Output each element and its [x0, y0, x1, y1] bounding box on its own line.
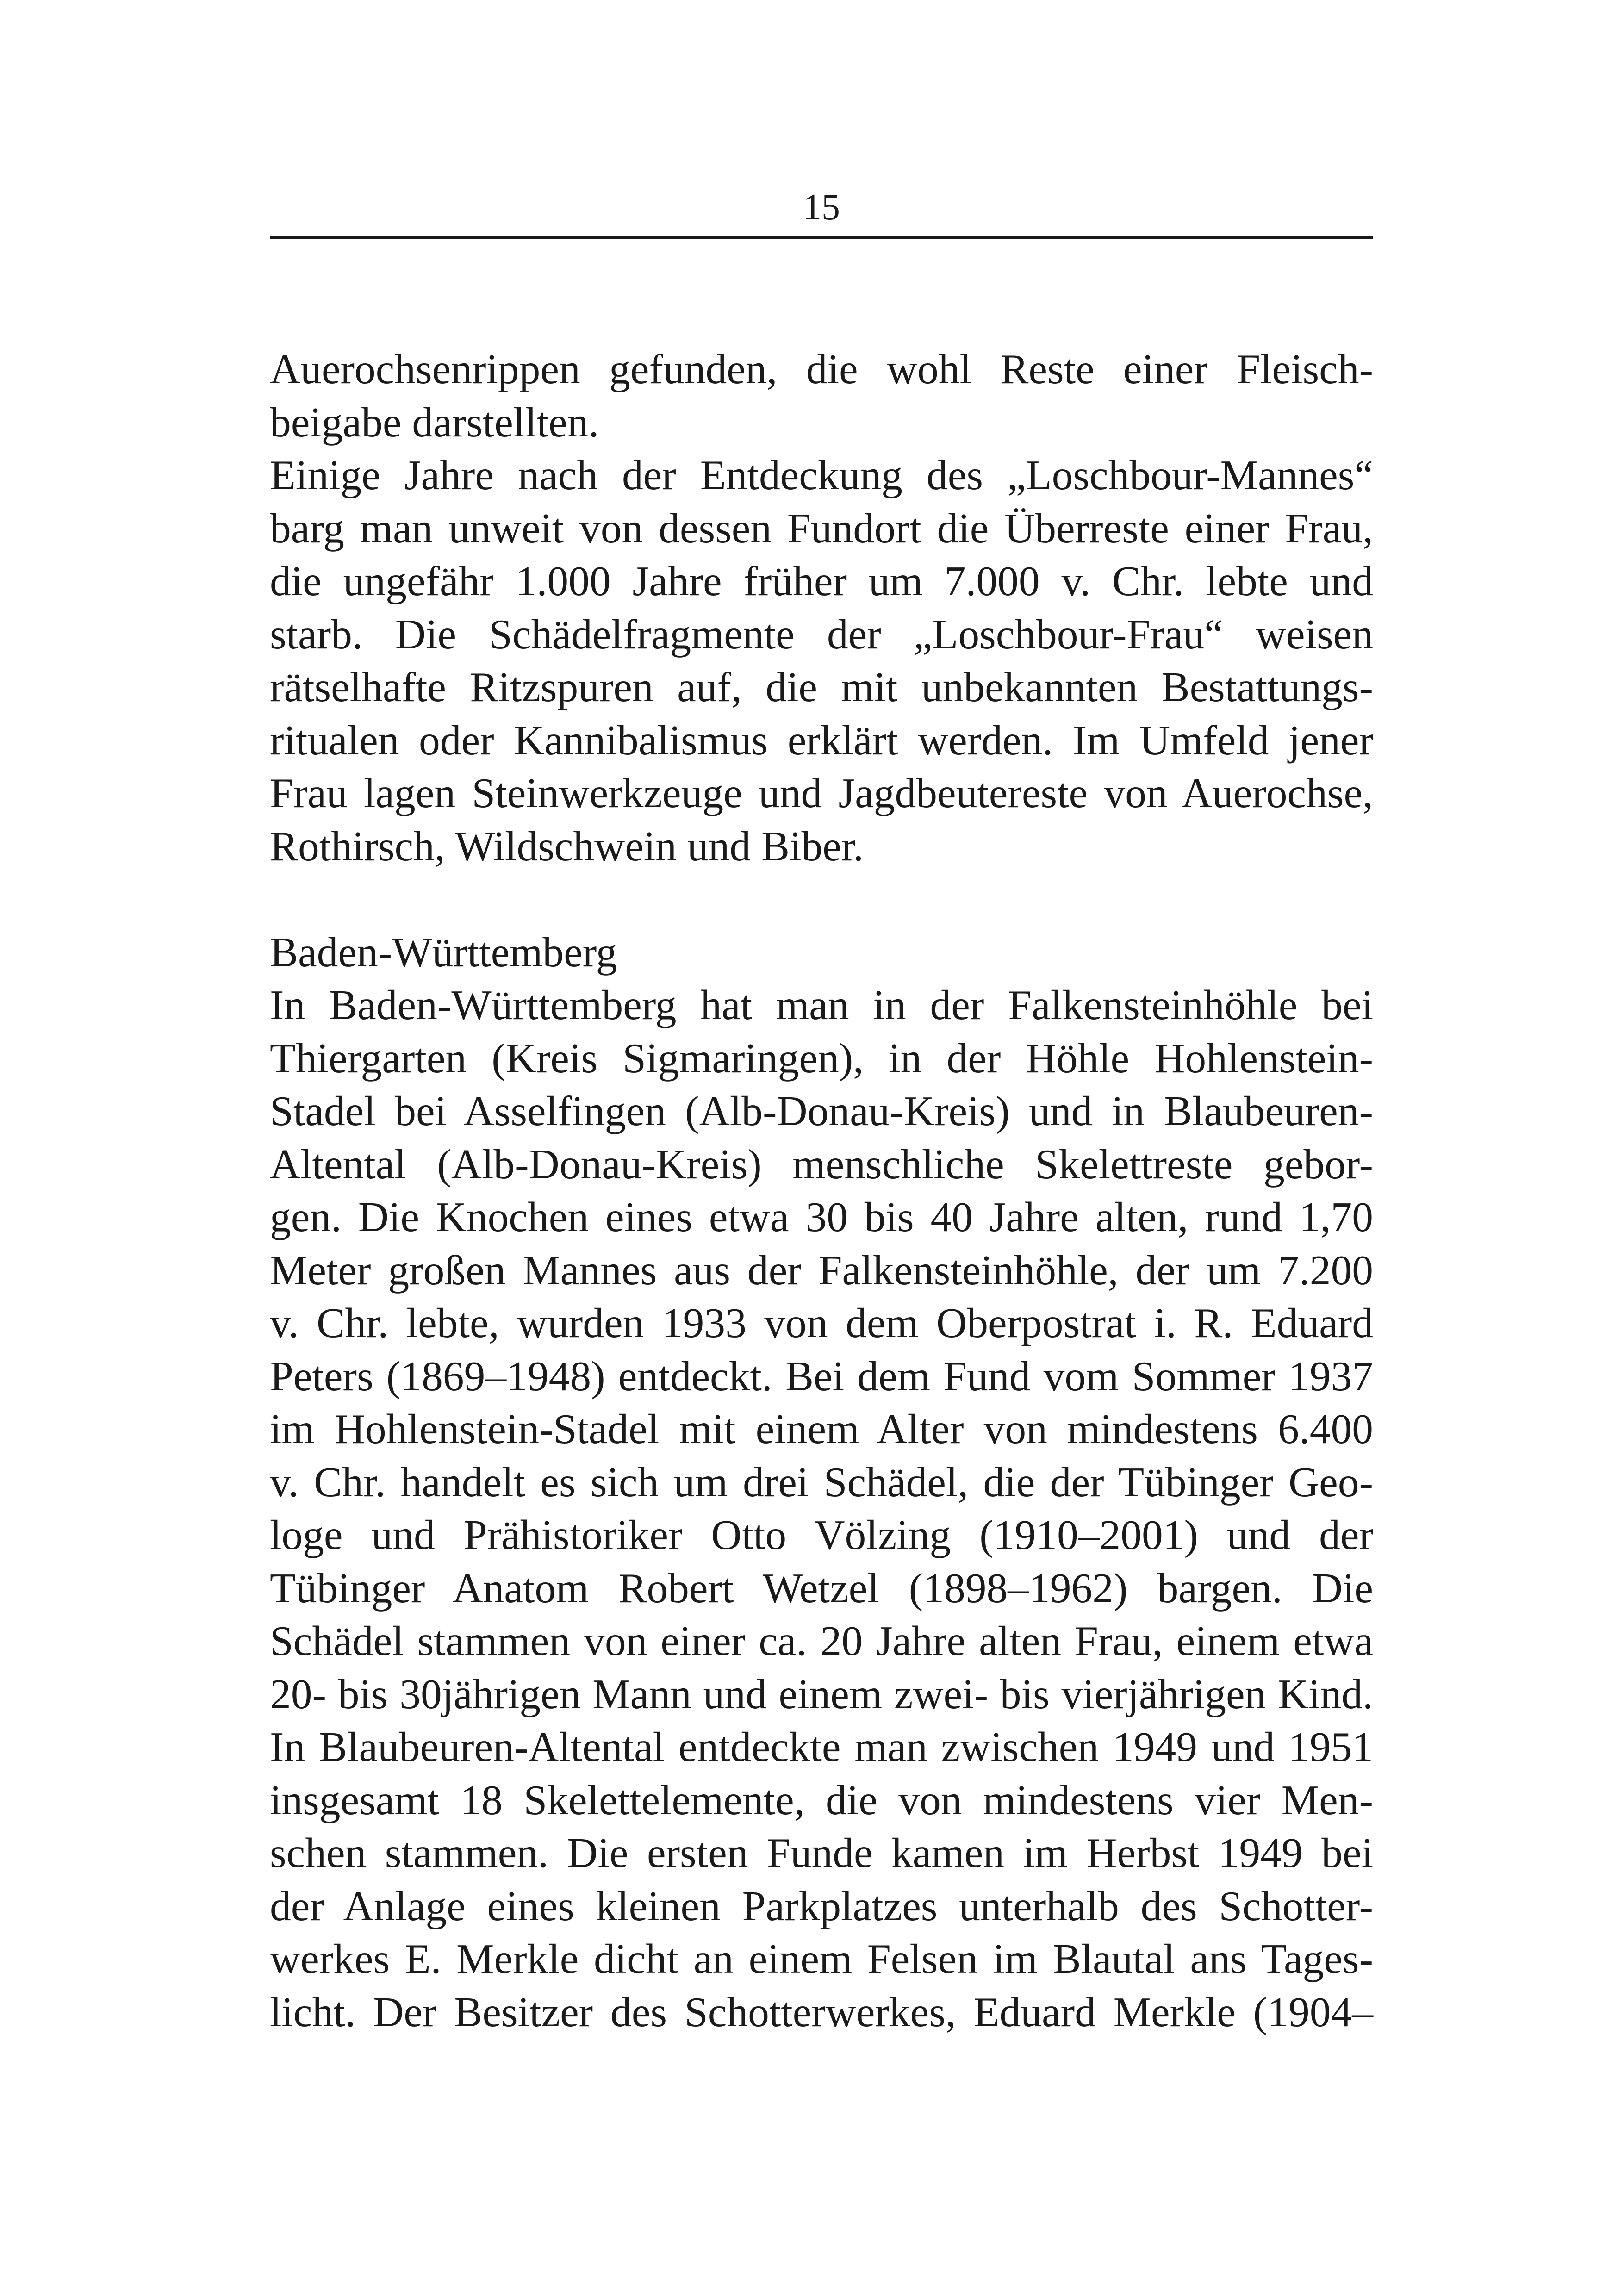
text-line: ritualen oder Kannibalismus erklärt werden. Im Umfeld jener	[270, 716, 1373, 764]
page-header	[270, 176, 1373, 241]
text-line: licht. Der Besitzer des Schotterwerkes, Eduard Merkle (1904–	[270, 1988, 1373, 2035]
text-line: im Hohlenstein-Stadel mit einem Alter von mindestens 6.400	[270, 1405, 1373, 1452]
text-line: schen stammen. Die ersten Funde kamen im Herbst 1949 bei	[270, 1829, 1373, 1876]
paragraph-gap	[270, 872, 1373, 926]
text-line: Thiergarten (Kreis Sigmaringen), in der Höhle Hohlenstein-	[270, 1034, 1373, 1082]
text-line: v. Chr. lebte, wurden 1933 von dem Oberpostrat i. R. Eduard	[270, 1299, 1373, 1346]
body-text	[270, 342, 1373, 2038]
header-rule	[270, 236, 1373, 239]
text-line: die ungefähr 1.000 Jahre früher um 7.000 v. Chr. lebte und	[270, 557, 1373, 604]
text-line: starb. Die Schädelfragmente der „Loschbour-Frau“ weisen	[270, 610, 1373, 658]
page-number: 15	[803, 187, 840, 228]
text-line: gen. Die Knochen eines etwa 30 bis 40 Jahre alten, rund 1,70	[270, 1193, 1373, 1240]
text-line: Frau lagen Steinwerkzeuge und Jagdbeutereste von Auerochse,	[270, 769, 1373, 816]
text-line: Schädel stammen von einer ca. 20 Jahre alten Frau, einem etwa	[270, 1617, 1373, 1664]
text-line: Einige Jahre nach der Entdeckung des „Loschbour-Mannes“	[270, 451, 1373, 498]
text-line: werkes E. Merkle dicht an einem Felsen im Blautal ans Tages-	[270, 1935, 1373, 1982]
text-line: Altental (Alb-Donau-Kreis) menschliche Skelettreste gebor-	[270, 1140, 1373, 1188]
text-line: Stadel bei Asselfingen (Alb-Donau-Kreis) und in Blaubeuren-	[270, 1087, 1373, 1134]
text-line: Tübinger Anatom Robert Wetzel (1898–1962) bargen. Die	[270, 1564, 1373, 1612]
text-line: 20- bis 30jährigen Mann und einem zwei- bis vierjährigen Kind.	[270, 1670, 1373, 1717]
text-line: beigabe darstellten.	[270, 398, 599, 446]
text-line: In Baden-Württemberg hat man in der Falkensteinhöhle bei	[270, 981, 1373, 1028]
text-line: barg man unweit von dessen Fundort die Überreste einer Frau,	[270, 504, 1373, 552]
text-line: rätselhafte Ritzspuren auf, die mit unbekannten Bestattungs-	[270, 663, 1373, 710]
text-line: Auerochsenrippen gefunden, die wohl Reste einer Fleisch-	[270, 345, 1373, 392]
text-line: Peters (1869–1948) entdeckt. Bei dem Fund vom Sommer 1937	[270, 1352, 1373, 1400]
text-line: insgesamt 18 Skelettelemente, die von mindestens vier Men-	[270, 1776, 1373, 1823]
text-line: der Anlage eines kleinen Parkplatzes unterhalb des Schotter-	[270, 1882, 1373, 1929]
text-line: v. Chr. handelt es sich um drei Schädel, die der Tübinger Geo-	[270, 1458, 1373, 1506]
text-line: Rothirsch, Wildschwein und Biber.	[270, 822, 864, 870]
text-line: Meter großen Mannes aus der Falkensteinhöhle, der um 7.200	[270, 1246, 1373, 1294]
text-line: In Blaubeuren-Altental entdeckte man zwischen 1949 und 1951	[270, 1723, 1373, 1770]
text-line: loge und Prähistoriker Otto Völzing (1910–2001) und der	[270, 1511, 1373, 1558]
section-heading: Baden-Württemberg	[270, 928, 617, 976]
